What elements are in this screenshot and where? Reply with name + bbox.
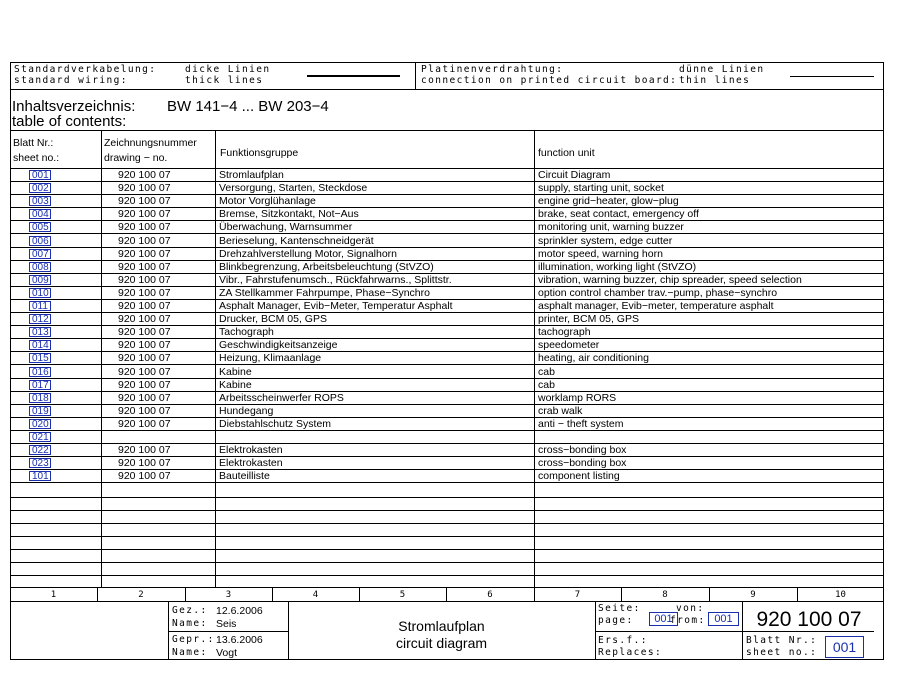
function-unit-cell: cross−bonding box	[538, 444, 627, 457]
function-unit-cell: vibration, warning buzzer, chip spreader, speed selection	[538, 273, 802, 286]
sheet-number: 017	[32, 379, 49, 391]
column-number: 9	[750, 590, 756, 600]
sheet-number: 010	[32, 287, 49, 299]
function-unit-cell: brake, seat contact, emergency off	[538, 208, 699, 221]
from-label-de: von:	[676, 603, 705, 614]
sheet-link[interactable]	[29, 471, 51, 481]
sheet-number: 001	[32, 170, 49, 181]
table-row	[10, 169, 884, 182]
sheet-link[interactable]	[29, 393, 51, 403]
function-group-cell: Versorgung, Starten, Steckdose	[219, 182, 368, 195]
column-number: 4	[312, 590, 319, 600]
sheet-link[interactable]	[29, 196, 51, 206]
sheet-no-label-de: Blatt Nr.:	[746, 635, 818, 646]
table-row	[10, 221, 884, 234]
column-strip-divider	[621, 587, 622, 601]
drawing-number-cell: 920 100 07	[118, 391, 171, 404]
from-label-en: from:	[670, 615, 706, 626]
function-unit-cell: engine grid−heater, glow−plug	[538, 195, 679, 208]
table-row	[10, 379, 884, 392]
sheet-link[interactable]	[29, 367, 51, 377]
table-row	[10, 182, 884, 195]
drawing-number-cell: 920 100 07	[118, 339, 171, 352]
drawing-number-cell: 920 100 07	[118, 378, 171, 391]
sheet-number: 019	[32, 405, 49, 417]
function-group-cell: Vibr., Fahrstufenumsch., Rückfahrwarns., Splittstr.	[219, 273, 452, 286]
function-group-cell: Geschwindigkeitsanzeige	[219, 339, 338, 352]
drawing-number-cell: 920 100 07	[118, 195, 171, 208]
heading-divider	[10, 130, 884, 131]
function-group-cell: Motor Vorglühanlage	[219, 195, 316, 208]
sheet-number-field[interactable]: 001	[825, 636, 864, 658]
column-number: 5	[399, 590, 406, 600]
function-group-cell: Überwachung, Warnsummer	[219, 221, 353, 234]
function-group-cell: Tachograph	[219, 326, 274, 339]
thick-line-sample	[307, 75, 400, 77]
diagram-title-en: circuit diagram	[395, 635, 488, 651]
pcb-label-de: Platinenverdrahtung:	[421, 64, 564, 75]
blank-row-rule	[10, 497, 884, 498]
row-rule	[10, 482, 884, 483]
table-row	[10, 339, 884, 352]
drawing-number-cell: 920 100 07	[118, 234, 171, 247]
drawn-name: Seis	[216, 618, 237, 630]
table-row	[10, 366, 884, 379]
table-row	[10, 392, 884, 405]
header-sheet-de: Blatt Nr.:	[13, 137, 54, 149]
drawn-name-label: Name:	[172, 618, 208, 629]
header-sheet-en: sheet no.:	[13, 152, 60, 164]
table-row	[10, 261, 884, 274]
function-group-cell: Berieselung, Kantenschneidgerät	[219, 234, 374, 247]
blank-row-rule	[10, 575, 884, 576]
function-group-cell: Hundegang	[219, 404, 274, 417]
sheet-link[interactable]	[29, 249, 51, 259]
function-unit-cell: asphalt manager, Evib−meter, temperature asphalt	[538, 300, 774, 312]
drawing-number-cell: 920 100 07	[118, 182, 171, 195]
drawing-number-cell: 920 100 07	[118, 313, 171, 326]
column-strip-divider	[797, 587, 798, 601]
sheet-number: 006	[32, 235, 49, 247]
sheet-link[interactable]	[29, 340, 51, 350]
drawing-number: 920 100 07	[756, 608, 862, 631]
function-unit-cell: worklamp RORS	[538, 391, 617, 404]
function-group-cell: Stromlaufplan	[219, 169, 284, 181]
blank-row-rule	[10, 536, 884, 537]
function-group-cell: Arbeitsscheinwerfer ROPS	[219, 391, 344, 404]
function-group-cell: Elektrokasten	[219, 457, 283, 470]
replaces-label-de: Ers.f.:	[598, 635, 648, 646]
drawing-number-cell: 920 100 07	[118, 352, 171, 365]
sheet-number: 101	[32, 471, 49, 483]
sheet-link[interactable]	[29, 419, 51, 429]
checked-name: Vogt	[216, 647, 238, 659]
sheet-number: 003	[32, 196, 49, 208]
function-group-cell: Drehzahlverstellung Motor, Signalhorn	[219, 247, 398, 260]
sheet-link[interactable]	[29, 327, 51, 337]
drawing-number-cell: 920 100 07	[118, 444, 171, 457]
sheet-number: 005	[32, 222, 49, 234]
header-function-unit: function unit	[538, 147, 595, 159]
drawn-label: Gez.:	[172, 605, 208, 616]
sheet-number: 011	[32, 301, 48, 312]
table-row	[10, 287, 884, 300]
drawn-date: 12.6.2006	[216, 605, 263, 617]
table-row	[10, 208, 884, 221]
function-unit-cell: tachograph	[538, 326, 591, 339]
function-unit-cell: printer, BCM 05, GPS	[538, 313, 639, 326]
drawing-number-cell: 920 100 07	[118, 208, 171, 221]
sheet-link[interactable]	[29, 262, 51, 272]
column-number: 7	[574, 590, 581, 600]
sheet-number: 020	[32, 418, 49, 430]
model-range: BW 141−4 ... BW 203−4	[167, 98, 329, 115]
function-group-cell: Bauteilliste	[219, 470, 270, 483]
sheet-link[interactable]	[29, 301, 51, 311]
thin-lines-label-de: dünne Linien	[679, 64, 765, 75]
replaces-label-en: Replaces:	[598, 647, 663, 658]
header-function-group: Funktionsgruppe	[220, 147, 299, 159]
sheet-number: 008	[32, 261, 49, 273]
column-strip-divider	[534, 587, 535, 601]
drawing-number-cell: 920 100 07	[118, 247, 171, 260]
sheet-number: 018	[32, 392, 49, 404]
header-drawing-en: drawing − no.	[104, 152, 168, 164]
sheet-number: 014	[32, 340, 49, 352]
sheet-link[interactable]	[29, 314, 51, 324]
sheet-number: 023	[32, 458, 49, 470]
function-group-cell: Diebstahlschutz System	[219, 417, 332, 430]
drawing-number-cell: 920 100 07	[118, 417, 171, 430]
drawing-number-cell: 920 100 07	[118, 365, 171, 378]
function-unit-cell: cab	[538, 365, 555, 378]
sheet-link[interactable]	[29, 380, 51, 390]
sheet-link[interactable]	[29, 353, 51, 363]
column-number: 3	[225, 590, 232, 600]
sheet-number: 002	[32, 183, 49, 195]
page-total-field[interactable]: 001	[708, 612, 739, 626]
drawing-number-cell: 920 100 07	[118, 273, 171, 286]
function-unit-cell: crab walk	[538, 404, 583, 417]
drawing-number-cell: 920 100 07	[118, 260, 171, 273]
drawing-number-cell: 920 100 07	[118, 470, 171, 483]
function-group-cell: Asphalt Manager, Evib−Meter, Temperatur Asphalt	[219, 300, 453, 312]
sheet-number: 004	[32, 209, 49, 221]
function-unit-cell: monitoring unit, warning buzzer	[538, 221, 684, 234]
function-group-cell: Elektrokasten	[219, 444, 283, 457]
table-row	[10, 248, 884, 261]
legend-separator	[415, 62, 416, 89]
contents-title-de: Inhaltsverzeichnis:	[12, 98, 136, 115]
checked-label: Gepr.:	[172, 634, 215, 645]
blank-row-rule	[10, 562, 884, 563]
drawing-number-cell: 920 100 07	[118, 404, 171, 417]
function-unit-cell: speedometer	[538, 339, 600, 352]
table-row	[10, 300, 884, 313]
function-unit-cell: cab	[538, 378, 555, 391]
table-row	[10, 457, 884, 470]
column-strip-divider	[97, 587, 98, 601]
column-strip-divider	[272, 587, 273, 601]
column-strip-divider	[185, 587, 186, 601]
function-unit-cell: illumination, working light (StVZO)	[538, 260, 697, 273]
header-drawing-de: Zeichnungsnummer	[104, 137, 197, 149]
column-strip-divider	[709, 587, 710, 601]
function-unit-cell: supply, starting unit, socket	[538, 182, 664, 195]
function-group-cell: Blinkbegrenzung, Arbeitsbeleuchtung (StVZO)	[219, 260, 434, 273]
drawing-number-cell: 920 100 07	[118, 457, 171, 470]
thin-line-sample	[790, 76, 874, 77]
blank-row-rule	[10, 523, 884, 524]
table-row	[10, 352, 884, 365]
function-group-cell: ZA Stellkammer Fahrpumpe, Phase−Synchro	[219, 286, 430, 299]
function-group-cell: Kabine	[219, 365, 252, 378]
page-label-de: Seite:	[598, 603, 641, 614]
pcb-label-en: connection on printed circuit board:	[421, 75, 678, 86]
legend-divider	[10, 89, 884, 90]
table-row	[10, 313, 884, 326]
column-number: 1	[50, 590, 57, 600]
sheet-number: 009	[32, 274, 49, 286]
column-number: 10	[835, 590, 846, 600]
page-label-en: page:	[598, 615, 634, 626]
std-wiring-label-en: standard wiring:	[14, 75, 128, 86]
function-group-cell: Heizung, Klimaanlage	[219, 352, 322, 365]
table-row	[10, 418, 884, 431]
function-group-cell: Kabine	[219, 378, 252, 391]
function-unit-cell: motor speed, warning horn	[538, 247, 663, 260]
checked-date: 13.6.2006	[216, 634, 263, 646]
diagram-title-de: Stromlaufplan	[398, 618, 485, 634]
sheet-link[interactable]	[29, 275, 51, 285]
table-row	[10, 235, 884, 248]
table-row	[10, 431, 884, 444]
column-number: 8	[662, 590, 668, 600]
thin-lines-label-en: thin lines	[679, 75, 751, 86]
function-group-cell: Drucker, BCM 05, GPS	[219, 313, 327, 326]
sheet-link[interactable]	[29, 458, 51, 468]
thick-lines-label-de: dicke Linien	[185, 64, 271, 75]
thick-lines-label-en: thick lines	[185, 75, 264, 86]
function-unit-cell: cross−bonding box	[538, 457, 627, 470]
sheet-number: 016	[32, 366, 49, 378]
sheet-link[interactable]	[29, 406, 51, 416]
function-unit-cell: Circuit Diagram	[538, 169, 611, 181]
function-unit-cell: option control chamber trav.−pump, phase−synchro	[538, 286, 778, 299]
column-number: 6	[487, 590, 493, 600]
column-strip-top	[10, 587, 884, 588]
sheet-link[interactable]	[29, 209, 51, 219]
checked-name-label: Name:	[172, 647, 208, 658]
sheet-link[interactable]	[29, 432, 51, 442]
drawing-number-cell: 920 100 07	[118, 221, 171, 234]
drawing-number-cell: 920 100 07	[118, 326, 171, 339]
sheet-number: 007	[32, 248, 49, 260]
page-number-field[interactable]: 001	[649, 612, 678, 626]
function-group-cell: Bremse, Sitzkontakt, Not−Aus	[219, 208, 359, 221]
table-row	[10, 470, 884, 483]
drawing-number-cell: 920 100 07	[118, 300, 171, 312]
drawing-number-cell: 920 100 07	[118, 286, 171, 299]
std-wiring-label-de: Standardverkabelung:	[14, 64, 157, 75]
drawing-number-cell: 920 100 07	[118, 169, 171, 181]
sheet-link[interactable]	[29, 288, 51, 298]
column-number: 2	[138, 590, 144, 600]
function-unit-cell: sprinkler system, edge cutter	[538, 234, 673, 247]
sheet-number: 021	[32, 432, 49, 443]
table-row	[10, 326, 884, 339]
function-unit-cell: component listing	[538, 470, 620, 483]
sheet-link[interactable]	[29, 445, 51, 455]
table-row	[10, 195, 884, 208]
contents-title-en: table of contents:	[12, 113, 127, 130]
sheet-link[interactable]	[29, 222, 51, 232]
tb-divider-h1	[168, 631, 288, 632]
sheet-number: 013	[32, 327, 49, 339]
sheet-link[interactable]	[29, 236, 51, 246]
function-unit-cell: heating, air conditioning	[538, 352, 649, 365]
table-row	[10, 405, 884, 418]
column-strip-divider	[359, 587, 360, 601]
blank-row-rule	[10, 549, 884, 550]
sheet-no-label-en: sheet no.:	[746, 647, 818, 658]
function-unit-cell: anti − theft system	[538, 417, 624, 430]
column-strip-bottom	[10, 601, 884, 602]
sheet-number: 012	[32, 314, 49, 326]
sheet-link[interactable]	[29, 170, 51, 180]
table-row	[10, 444, 884, 457]
column-strip-divider	[446, 587, 447, 601]
sheet-number: 015	[32, 353, 49, 365]
sheet-link[interactable]	[29, 183, 51, 193]
sheet-number: 022	[32, 445, 49, 457]
blank-row-rule	[10, 510, 884, 511]
table-row	[10, 274, 884, 287]
